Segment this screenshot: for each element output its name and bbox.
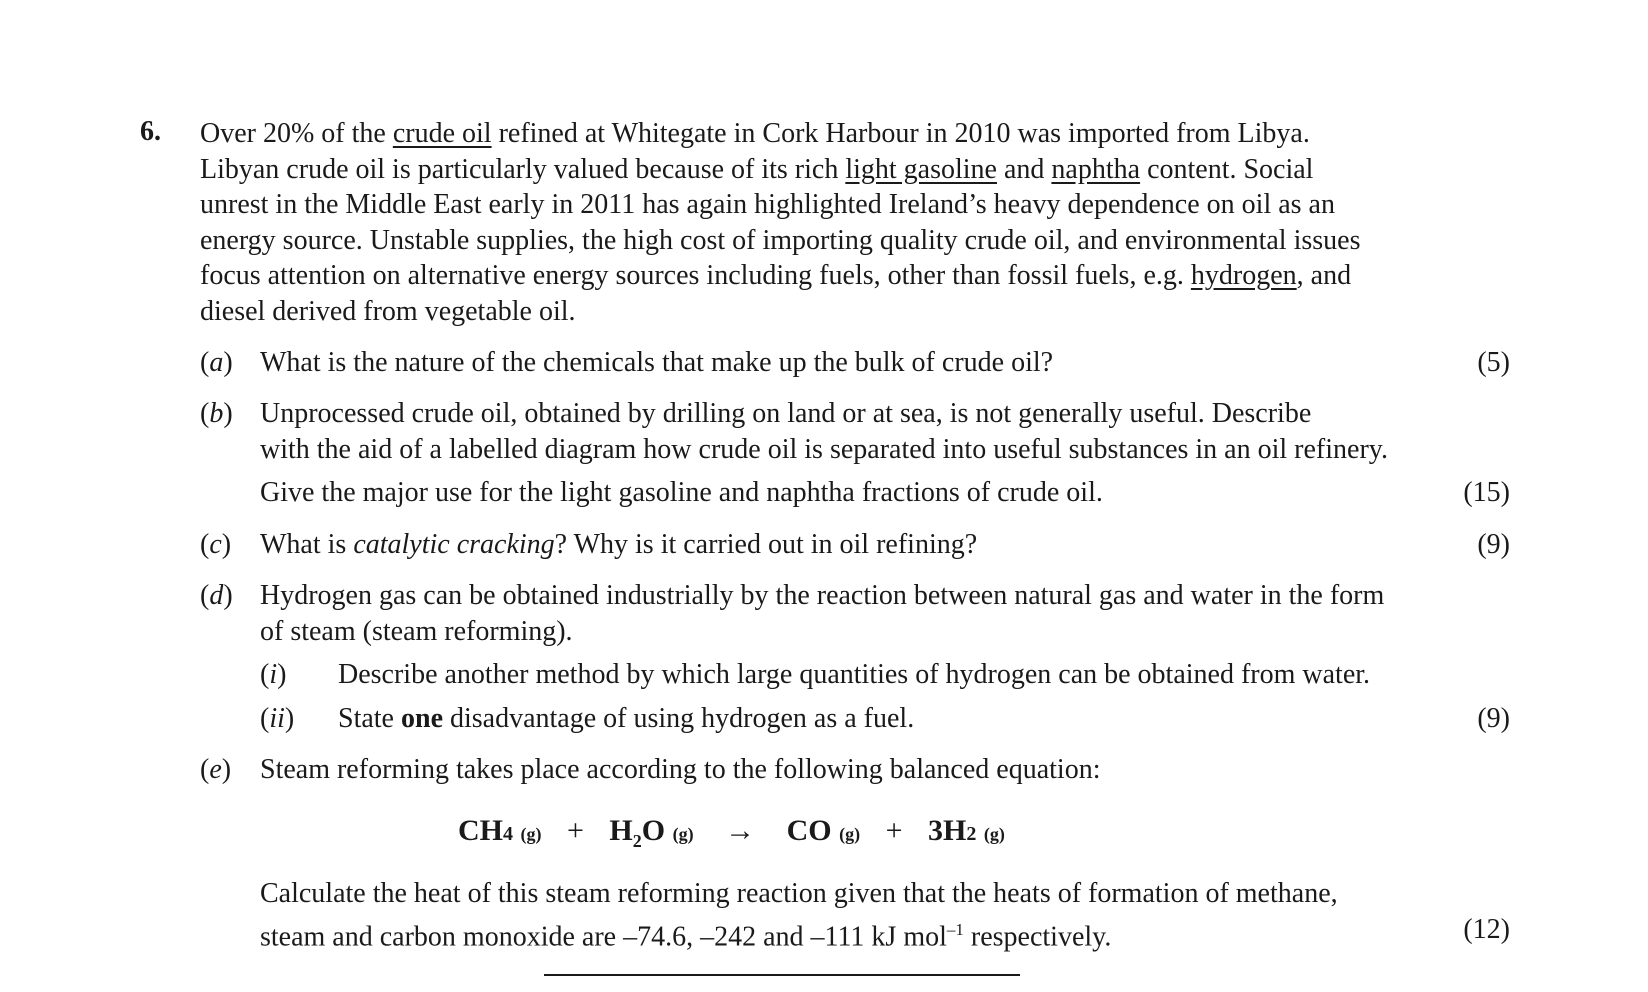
intro-line <box>200 294 1520 330</box>
part-d-line: Hydrogen gas can be obtained industrially by the reaction between natural gas and water in the form <box>260 580 1385 611</box>
intro-text: Over 20% of the <box>200 118 393 149</box>
question-number: 6. <box>140 116 161 147</box>
intro-text: refined at Whitegate in Cork Harbour in 2010 was imported from Libya. <box>491 118 1310 149</box>
part-b-line: Unprocessed crude oil, obtained by drilling on land or at sea, is not generally useful. Describe <box>260 398 1312 429</box>
reaction-arrow: → <box>725 814 756 847</box>
part-c-label: (c) <box>200 529 232 560</box>
part-b-line: with the aid of a labelled diagram how crude oil is separated into useful substances in an oil refinery. <box>260 433 1388 465</box>
part-b-label: (b) <box>200 398 233 429</box>
part-e-label: (e) <box>200 754 232 785</box>
part-d-label: (d) <box>200 580 233 611</box>
intro-text: Libyan crude oil is particularly valued because of its rich <box>200 153 846 185</box>
part-c-marks: (9) <box>1477 529 1510 560</box>
intro-underlined-term: naphtha <box>1051 153 1141 185</box>
part-d-marks: (9) <box>1477 703 1510 734</box>
part-b-marks: (15) <box>1463 477 1510 508</box>
intro-line <box>200 116 1520 152</box>
part-a-label: (a) <box>200 347 233 378</box>
intro-text: diesel derived from vegetable oil. <box>200 295 576 327</box>
intro-text: unrest in the Middle East early in 2011 has again highlighted Ireland’s heavy dependence on oil as an <box>200 189 1335 220</box>
part-e-marks: (12) <box>1463 914 1510 945</box>
intro-underlined-term: crude oil <box>392 118 492 149</box>
part-b-text <box>260 396 1510 511</box>
part-a-marks: (5) <box>1477 347 1510 378</box>
part-e-calc-text <box>260 876 1510 954</box>
reaction-equation: CH4 $(g) + H_2O$ (g) → CO (g) + 3H2 (g) <box>458 814 1005 851</box>
part-e-calc-line: Calculate the heat of this steam reforming reaction given that the heats of formation of methane, <box>260 878 1338 909</box>
end-of-question-rule <box>544 974 1020 976</box>
intro-line <box>200 152 1520 188</box>
intro-line <box>200 258 1520 294</box>
sub-i-text: Describe another method by which large quantities of hydrogen can be obtained from water. <box>338 659 1371 690</box>
intro-underlined-term: light gasoline <box>845 153 997 185</box>
intro-line <box>200 223 1520 259</box>
sub-i-label: (i) <box>260 659 287 690</box>
part-e-text: Steam reforming takes place according to the following balanced equation: <box>260 754 1101 785</box>
part-a-text: What is the nature of the chemicals that make up the bulk of crude oil? <box>260 347 1054 378</box>
intro-text: content. Social <box>1140 153 1314 185</box>
part-d-text <box>260 578 1510 649</box>
intro-text: energy source. Unstable supplies, the high cost of importing quality crude oil, and environmental issues <box>200 224 1361 256</box>
intro-text: focus attention on alternative energy sources including fuels, other than fossil fuels, e.g. <box>200 260 1191 291</box>
sub-ii-label: (ii) <box>260 703 295 734</box>
part-d-line: of steam (steam reforming). <box>260 615 573 647</box>
part-e-calc-line: steam and carbon monoxide are –74.6, –242 and –111 kJ mol$^{-1}$ respectively. <box>260 919 1112 952</box>
intro-line <box>200 187 1520 223</box>
part-b-line: Give the major use for the light gasoline and naphtha fractions of crude oil. <box>260 477 1103 508</box>
intro-underlined-term: hydrogen <box>1190 260 1297 291</box>
sub-ii-text: State one disadvantage of using hydrogen as a fuel. <box>338 703 915 734</box>
catalytic-cracking-term: catalytic cracking <box>353 529 555 560</box>
part-c-text: What is catalytic cracking? Why is it carried out in oil refining? <box>260 529 978 560</box>
intro-text: , and <box>1296 260 1352 291</box>
intro-text: and <box>996 153 1052 185</box>
question-intro <box>200 116 1520 329</box>
